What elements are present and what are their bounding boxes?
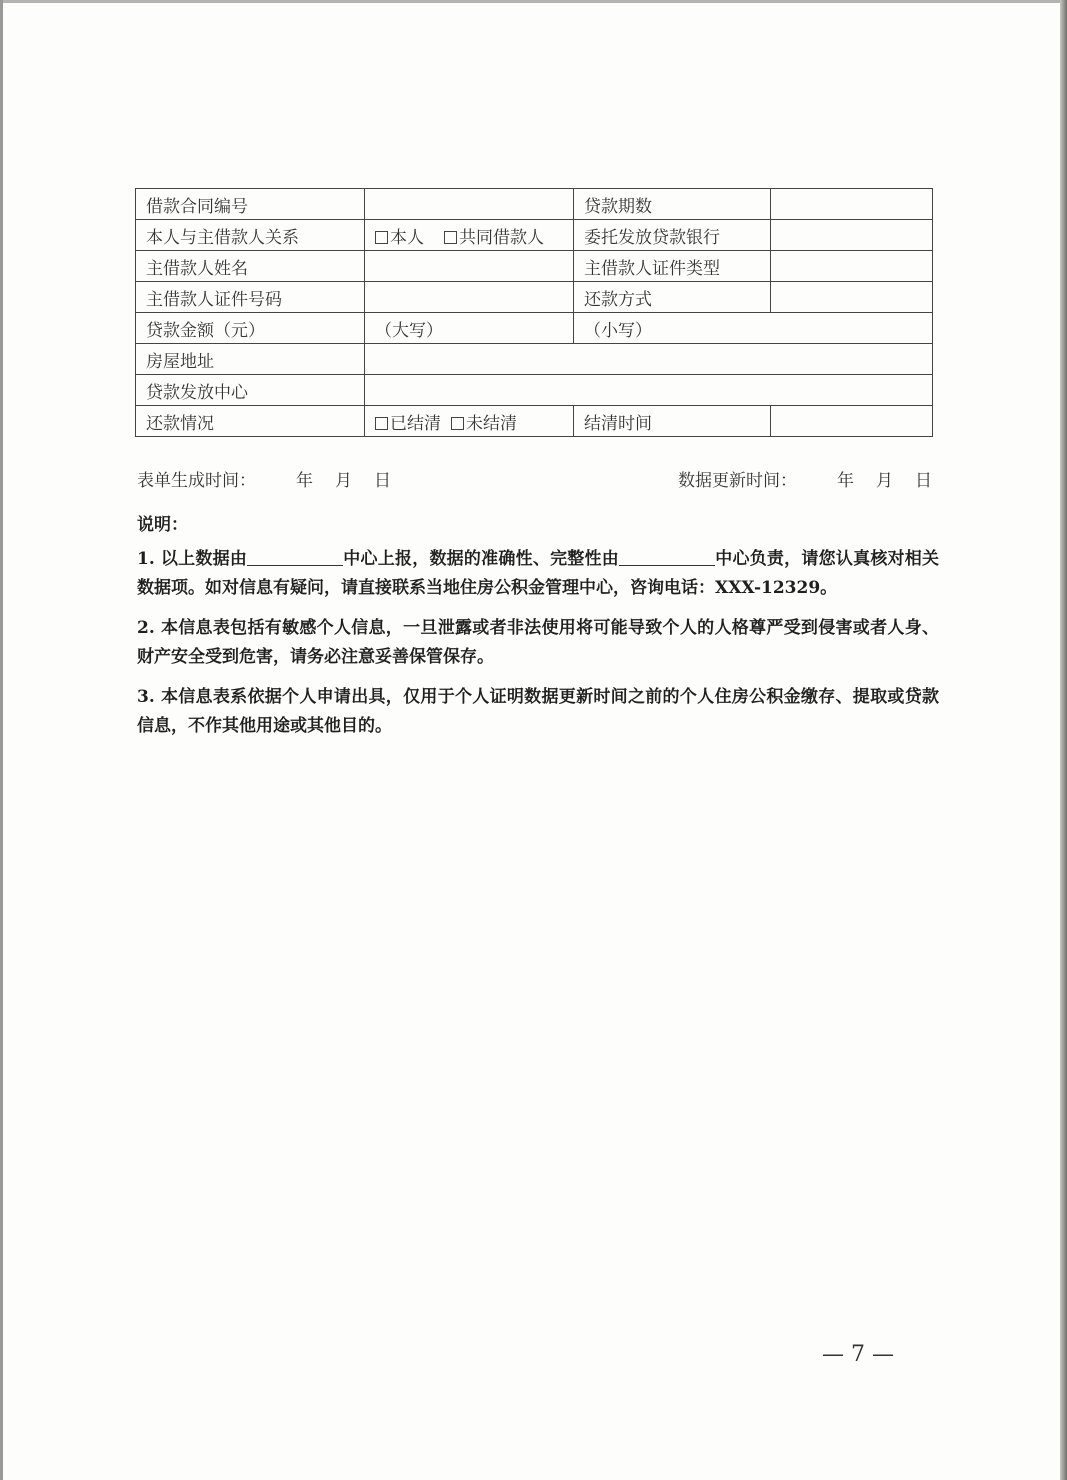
label-relation: 本人与主借款人关系 (136, 220, 365, 251)
value-id-number (365, 282, 574, 313)
label-issuing-center: 贷款发放中心 (136, 375, 365, 406)
checkbox-self[interactable] (375, 231, 388, 244)
generated-year: 年 (296, 471, 313, 491)
note-1-part-a: 1. 以上数据由 (137, 549, 248, 569)
updated-day: 日 (915, 471, 932, 491)
repay-status-options (365, 406, 574, 437)
updated-year: 年 (837, 471, 854, 491)
label-loan-amount: 贷款金额（元） (136, 313, 365, 344)
value-repay-method (771, 282, 933, 313)
note-3: 3. 本信息表系依据个人申请出具，仅用于个人证明数据更新时间之前的个人住房公积金缴存、提取或贷款信息，不作其他用途或其他目的。 (137, 687, 939, 736)
fill-blank (247, 548, 343, 566)
label-contract-number: 借款合同编号 (136, 189, 365, 220)
option-co-borrower-label: 共同借款人 (459, 227, 544, 248)
value-loan-periods (771, 189, 933, 220)
checkbox-unsettled[interactable] (451, 417, 464, 430)
option-unsettled-label: 未结清 (466, 413, 517, 434)
label-repay-method: 还款方式 (574, 282, 771, 313)
amount-in-figures: （小写） (574, 313, 933, 344)
value-settle-time (771, 406, 933, 437)
label-id-type: 主借款人证件类型 (574, 251, 771, 282)
value-issuing-center (365, 375, 933, 406)
form-generated-date (137, 466, 391, 491)
amount-in-words: （大写） (365, 313, 574, 344)
note-1-part-c: 中心负责，请您认真核对相关数据项。如对信息有疑问，请直接联系当地住房公积金管理中心，咨询电话：XXX-12329。 (137, 549, 940, 598)
value-contract-number (365, 189, 574, 220)
relation-options (365, 220, 574, 251)
notes-title: 说明： (137, 515, 188, 535)
option-settled-label: 已结清 (390, 413, 441, 434)
table-row (136, 220, 933, 251)
loan-info-table (135, 188, 933, 437)
scan-right-edge (1060, 0, 1067, 1480)
note-2: 2. 本信息表包括有敏感个人信息，一旦泄露或者非法使用将可能导致个人的人格尊严受到侵害或者人身、财产安全受到危害，请务必注意妥善保管保存。 (137, 618, 939, 667)
updated-month: 月 (876, 471, 893, 491)
label-entrusted-bank: 委托发放贷款银行 (574, 220, 771, 251)
scan-left-edge (0, 0, 3, 1480)
value-main-borrower-name (365, 251, 574, 282)
value-id-type (771, 251, 933, 282)
page-number: — 7 — (822, 1342, 894, 1367)
value-entrusted-bank (771, 220, 933, 251)
scan-top-edge (0, 0, 1067, 3)
updated-label: 数据更新时间： (678, 471, 797, 491)
table-row (136, 189, 933, 220)
generated-label: 表单生成时间： (137, 471, 256, 491)
fill-blank (619, 548, 715, 566)
table-row (136, 406, 933, 437)
generated-month: 月 (335, 471, 352, 491)
label-repay-status: 还款情况 (136, 406, 365, 437)
note-1-part-b: 中心上报，数据的准确性、完整性由 (343, 549, 619, 569)
table-row (136, 251, 933, 282)
label-house-address: 房屋地址 (136, 344, 365, 375)
checkbox-settled[interactable] (375, 417, 388, 430)
value-house-address (365, 344, 933, 375)
table-row (136, 313, 933, 344)
option-self-label: 本人 (390, 227, 424, 248)
generated-day: 日 (374, 471, 391, 491)
table-row (136, 375, 933, 406)
note-1 (137, 545, 939, 603)
label-main-borrower-name: 主借款人姓名 (136, 251, 365, 282)
table-row (136, 282, 933, 313)
label-id-number: 主借款人证件号码 (136, 282, 365, 313)
label-loan-periods: 贷款期数 (574, 189, 771, 220)
label-settle-time: 结清时间 (574, 406, 771, 437)
checkbox-co-borrower[interactable] (444, 231, 457, 244)
data-updated-date (678, 466, 932, 491)
table-row (136, 344, 933, 375)
